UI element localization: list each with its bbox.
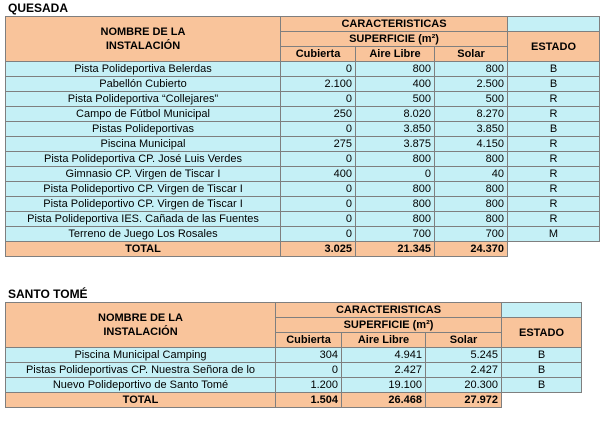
cell-aire-libre: 4.941	[342, 348, 426, 363]
header-cubierta: Cubierta	[281, 47, 356, 62]
table-row	[6, 212, 600, 227]
header-blank	[508, 17, 600, 32]
cell-cubierta: 250	[281, 107, 356, 122]
cell-cubierta: 0	[276, 363, 342, 378]
cell-solar: 5.245	[426, 348, 502, 363]
cell-cubierta: 0	[281, 62, 356, 77]
cell-cubierta: 275	[281, 137, 356, 152]
cell-solar: 2.427	[426, 363, 502, 378]
header-nombre-line1: NOMBRE DE LA	[100, 26, 186, 38]
cell-cubierta: 0	[281, 122, 356, 137]
cell-estado: R	[508, 137, 600, 152]
header-estado: ESTADO	[508, 32, 600, 62]
total-label: TOTAL	[6, 393, 276, 408]
cell-cubierta: 304	[276, 348, 342, 363]
header-estado: ESTADO	[502, 318, 582, 348]
cell-estado: B	[502, 348, 582, 363]
header-cubierta: Cubierta	[276, 333, 342, 348]
cell-estado: B	[508, 122, 600, 137]
cell-name: Pabellón Cubierto	[6, 77, 281, 92]
cell-cubierta: 0	[281, 212, 356, 227]
cell-estado: B	[508, 77, 600, 92]
table-row	[6, 167, 600, 182]
cell-name: Pistas Polideportivas	[6, 122, 281, 137]
cell-aire-libre: 800	[356, 182, 435, 197]
cell-solar: 3.850	[435, 122, 508, 137]
total-aire-libre: 21.345	[356, 242, 435, 257]
header-aire-libre: Aire Libre	[356, 47, 435, 62]
table-row	[6, 182, 600, 197]
cell-cubierta: 2.100	[281, 77, 356, 92]
cell-cubierta: 0	[281, 227, 356, 242]
cell-name: Pistas Polideportivas CP. Nuestra Señora de lo	[6, 363, 276, 378]
table-row	[6, 152, 600, 167]
cell-solar: 800	[435, 62, 508, 77]
total-cubierta: 1.504	[276, 393, 342, 408]
cell-estado: B	[502, 378, 582, 393]
header-nombre-line2: INSTALACIÓN	[105, 40, 181, 52]
cell-aire-libre: 800	[356, 212, 435, 227]
cell-estado: R	[508, 107, 600, 122]
cell-solar: 800	[435, 182, 508, 197]
table-santo-tome	[5, 302, 582, 408]
cell-solar: 500	[435, 92, 508, 107]
total-solar: 24.370	[435, 242, 508, 257]
table-row	[6, 363, 582, 378]
cell-solar: 800	[435, 197, 508, 212]
cell-aire-libre: 0	[356, 167, 435, 182]
table-row	[6, 62, 600, 77]
cell-name: Pista Polideportiva CP. José Luis Verdes	[6, 152, 281, 167]
header-caracteristicas: CARACTERISTICAS	[281, 17, 508, 32]
cell-cubierta: 0	[281, 92, 356, 107]
cell-estado: R	[508, 197, 600, 212]
total-solar: 27.972	[426, 393, 502, 408]
header-nombre	[6, 17, 281, 62]
cell-estado: R	[508, 212, 600, 227]
cell-cubierta: 0	[281, 182, 356, 197]
cell-aire-libre: 3.850	[356, 122, 435, 137]
table-row	[6, 92, 600, 107]
cell-solar: 2.500	[435, 77, 508, 92]
cell-name: Gimnasio CP. Virgen de Tiscar I	[6, 167, 281, 182]
cell-solar: 40	[435, 167, 508, 182]
cell-name: Pista Polideportiva “Collejares”	[6, 92, 281, 107]
cell-estado: R	[508, 92, 600, 107]
cell-aire-libre: 800	[356, 62, 435, 77]
cell-name: Piscina Municipal	[6, 137, 281, 152]
header-solar: Solar	[426, 333, 502, 348]
table-row	[6, 107, 600, 122]
cell-solar: 4.150	[435, 137, 508, 152]
header-caracteristicas: CARACTERISTICAS	[276, 303, 502, 318]
cell-estado: M	[508, 227, 600, 242]
cell-aire-libre: 400	[356, 77, 435, 92]
cell-estado: R	[508, 167, 600, 182]
cell-aire-libre: 3.875	[356, 137, 435, 152]
cell-name: Pista Polideportiva Belerdas	[6, 62, 281, 77]
header-superficie: SUPERFICIE (m²)	[281, 32, 508, 47]
cell-aire-libre: 700	[356, 227, 435, 242]
cell-name: Pista Polideportivo CP. Virgen de Tiscar I	[6, 182, 281, 197]
header-aire-libre: Aire Libre	[342, 333, 426, 348]
cell-cubierta: 400	[281, 167, 356, 182]
cell-solar: 800	[435, 152, 508, 167]
cell-name: Pista Polideportiva IES. Cañada de las Fuentes	[6, 212, 281, 227]
cell-name: Pista Polideportivo CP. Virgen de Tiscar I	[6, 197, 281, 212]
header-blank	[502, 303, 582, 318]
table-row	[6, 348, 582, 363]
cell-aire-libre: 800	[356, 152, 435, 167]
cell-solar: 20.300	[426, 378, 502, 393]
cell-estado: B	[502, 363, 582, 378]
table-quesada	[5, 16, 600, 257]
total-aire-libre: 26.468	[342, 393, 426, 408]
cell-cubierta: 0	[281, 197, 356, 212]
cell-name: Campo de Fútbol Municipal	[6, 107, 281, 122]
total-cubierta: 3.025	[281, 242, 356, 257]
cell-name: Nuevo Polideportivo de Santo Tomé	[6, 378, 276, 393]
header-superficie: SUPERFICIE (m²)	[276, 318, 502, 333]
cell-name: Piscina Municipal Camping	[6, 348, 276, 363]
section-title-santo-tome: SANTO TOMÉ	[8, 287, 88, 301]
table-row	[6, 122, 600, 137]
total-row	[6, 242, 600, 257]
cell-aire-libre: 19.100	[342, 378, 426, 393]
total-row	[6, 393, 582, 408]
cell-estado: R	[508, 152, 600, 167]
total-blank	[508, 242, 600, 257]
header-nombre-line2: INSTALACIÓN	[103, 326, 178, 338]
table-row	[6, 197, 600, 212]
total-blank	[502, 393, 582, 408]
cell-solar: 800	[435, 212, 508, 227]
cell-solar: 700	[435, 227, 508, 242]
cell-aire-libre: 500	[356, 92, 435, 107]
table-row	[6, 227, 600, 242]
header-nombre-line1: NOMBRE DE LA	[98, 312, 183, 324]
cell-aire-libre: 8.020	[356, 107, 435, 122]
cell-cubierta: 0	[281, 152, 356, 167]
table-row	[6, 77, 600, 92]
cell-estado: R	[508, 182, 600, 197]
cell-solar: 8.270	[435, 107, 508, 122]
cell-aire-libre: 800	[356, 197, 435, 212]
cell-estado: B	[508, 62, 600, 77]
header-solar: Solar	[435, 47, 508, 62]
header-nombre	[6, 303, 276, 348]
table-row	[6, 378, 582, 393]
cell-cubierta: 1.200	[276, 378, 342, 393]
cell-name: Terreno de Juego Los Rosales	[6, 227, 281, 242]
total-label: TOTAL	[6, 242, 281, 257]
section-title-quesada: QUESADA	[8, 1, 69, 15]
table-row	[6, 137, 600, 152]
cell-aire-libre: 2.427	[342, 363, 426, 378]
